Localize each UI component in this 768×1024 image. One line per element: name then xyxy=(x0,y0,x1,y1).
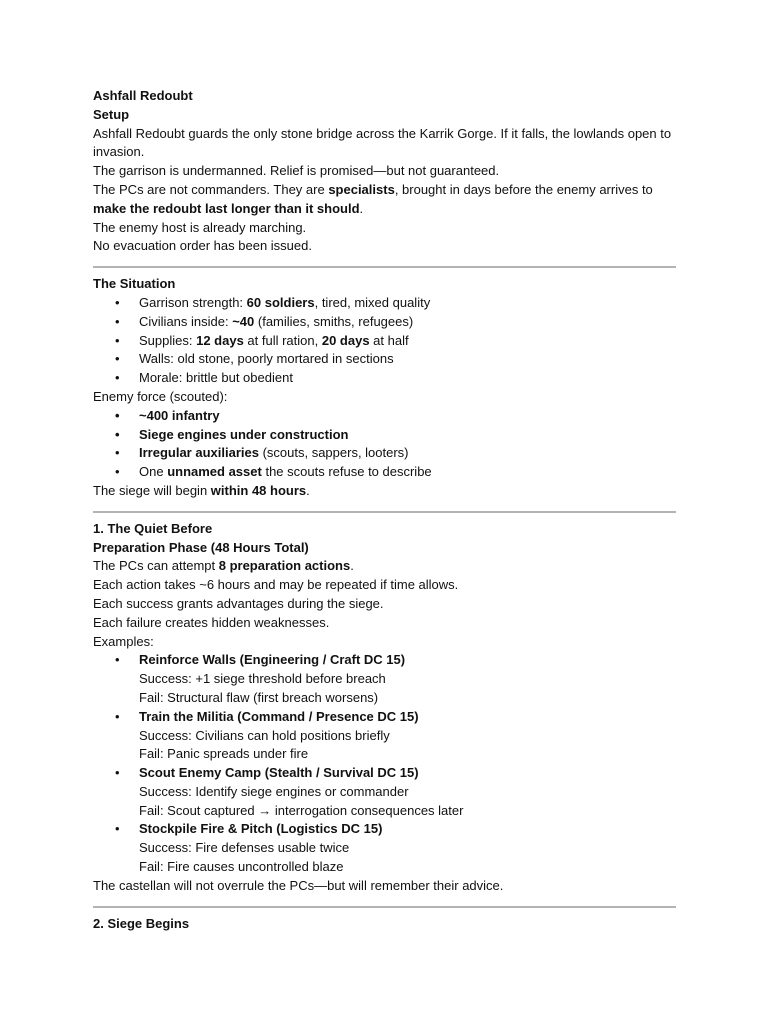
setup-bold-goal: make the redoubt last longer than it should xyxy=(93,200,360,216)
body-text: . xyxy=(350,558,354,574)
action-name: • Stockpile Fire & Pitch (Logistics DC 15) xyxy=(139,821,383,837)
siege-begins-heading: 2. Siege Begins xyxy=(93,915,190,931)
list-text: Garrison strength: xyxy=(139,294,247,310)
list-bold: Irregular auxiliaries xyxy=(139,445,259,461)
list-text: , tired, mixed quality xyxy=(314,294,431,310)
section-divider xyxy=(93,266,676,268)
action-success: Success: Fire defenses usable twice xyxy=(139,840,350,856)
action-name: • Scout Enemy Camp (Stealth / Survival DC 15) xyxy=(139,765,419,781)
body-bold: 8 preparation actions xyxy=(218,558,351,574)
list-item-garrison xyxy=(93,294,676,313)
action-fail: Fail: Panic spreads under fire xyxy=(139,746,309,762)
action-fail: Fail: Structural flaw (first breach worsens) xyxy=(139,689,379,705)
attempt-line xyxy=(93,557,676,576)
situation-heading: The Situation xyxy=(93,276,176,292)
body-text: . xyxy=(306,482,310,498)
setup-heading: Setup xyxy=(93,106,130,122)
document-content xyxy=(93,87,676,933)
list-text: One xyxy=(139,464,168,480)
setup-paragraph-3 xyxy=(93,181,676,219)
list-text: the scouts refuse to describe xyxy=(261,464,432,480)
list-text: (scouts, sappers, looters) xyxy=(258,445,409,461)
list-item-irregulars xyxy=(93,444,676,463)
each-failure-line: Each failure creates hidden weaknesses. xyxy=(93,614,330,630)
actions-list xyxy=(93,651,676,877)
setup-paragraph-5: No evacuation order has been issued. xyxy=(93,238,312,254)
setup-text: , brought in days before the enemy arrives to xyxy=(394,181,653,197)
siege-begin-line xyxy=(93,482,676,501)
list-text: Supplies: xyxy=(139,332,197,348)
action-success: Success: +1 siege threshold before breach xyxy=(139,671,386,687)
setup-paragraph-2: The garrison is undermanned. Relief is promised—but not guaranteed. xyxy=(93,163,500,179)
list-item-supplies xyxy=(93,332,676,351)
setup-text: . xyxy=(359,200,364,216)
list-item-action xyxy=(93,651,676,707)
list-item-siege-engines: • Siege engines under construction xyxy=(93,426,676,445)
examples-label: Examples: xyxy=(93,633,154,649)
enemy-list xyxy=(93,407,676,482)
each-action-line: Each action takes ~6 hours and may be repeated if time allows. xyxy=(93,577,459,593)
body-text: The siege will begin xyxy=(93,482,211,498)
castellan-line: The castellan will not overrule the PCs—but will remember their advice. xyxy=(93,877,504,893)
body-bold: within 48 hours xyxy=(210,482,307,498)
list-bold: 60 soldiers xyxy=(246,294,315,310)
action-fail: Fail: Fire causes uncontrolled blaze xyxy=(139,859,344,875)
setup-paragraph-4: The enemy host is already marching. xyxy=(93,219,307,235)
setup-bold-specialists: specialists xyxy=(328,181,395,197)
setup-text: The PCs are not commanders. They are xyxy=(93,181,329,197)
list-item-infantry: • ~400 infantry xyxy=(93,407,676,426)
section-divider xyxy=(93,511,676,513)
preparation-subheading: Preparation Phase (48 Hours Total) xyxy=(93,539,309,555)
each-success-line: Each success grants advantages during the siege. xyxy=(93,595,384,611)
situation-list xyxy=(93,294,676,388)
list-bold: 12 days xyxy=(196,332,244,348)
body-text: The PCs can attempt xyxy=(93,558,219,574)
action-success: Success: Identify siege engines or commander xyxy=(139,783,409,799)
list-text: at full ration, xyxy=(243,332,322,348)
list-item-unnamed-asset xyxy=(93,463,676,482)
document-title: Ashfall Redoubt xyxy=(93,88,193,103)
list-item-civilians xyxy=(93,313,676,332)
section-divider xyxy=(93,906,676,908)
action-name: • Train the Militia (Command / Presence DC 15) xyxy=(139,708,419,724)
action-success: Success: Civilians can hold positions briefly xyxy=(139,727,390,743)
action-name: • Reinforce Walls (Engineering / Craft DC 15) xyxy=(139,652,406,668)
list-item-walls: • Walls: old stone, poorly mortared in sections xyxy=(93,350,676,369)
action-fail: Fail: Scout captured → interrogation consequences later xyxy=(139,802,464,818)
list-text: (families, smiths, refugees) xyxy=(254,313,414,329)
list-text: Civilians inside: xyxy=(139,313,233,329)
list-bold: unnamed asset xyxy=(167,464,262,480)
list-bold: ~40 xyxy=(232,313,255,329)
setup-paragraph-1: Ashfall Redoubt guards the only stone bridge across the Karrik Gorge. If it falls, the lowlands open to invasion. xyxy=(93,125,672,160)
quiet-before-heading: 1. The Quiet Before xyxy=(93,520,213,536)
list-item-action xyxy=(93,708,676,764)
list-item-action xyxy=(93,764,676,820)
list-item-morale: • Morale: brittle but obedient xyxy=(93,369,676,388)
list-bold: 20 days xyxy=(321,332,370,348)
enemy-force-heading: Enemy force (scouted): xyxy=(93,388,228,404)
list-text: at half xyxy=(369,332,409,348)
list-item-action xyxy=(93,820,676,876)
